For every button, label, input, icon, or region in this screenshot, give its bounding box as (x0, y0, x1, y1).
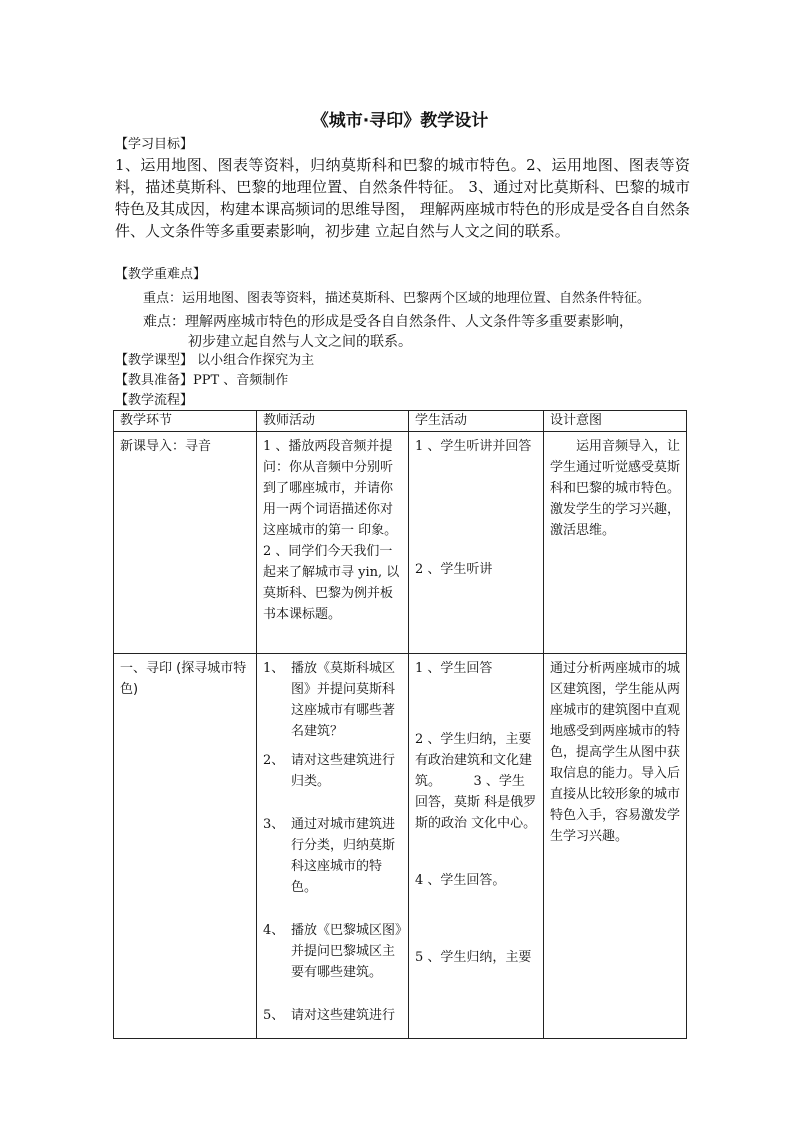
item-text: 请对这些建筑进行归类。 (291, 753, 396, 789)
item-text: 播放《巴黎城区图》并提问巴黎城区主要有哪些建筑。 (291, 923, 402, 980)
list-item (263, 1005, 402, 1026)
item-number: 3、 (263, 817, 285, 832)
table-row (114, 654, 687, 1039)
design-intent-text: 通过分析两座城市的城区建筑图，学生能从两座城市的建筑图中直观地感受到两座城市的特色，提高学生从图中获取信息的能力。导入后直接从比较形象的城市特色入手，容易激发学生学习兴趣。 (550, 661, 681, 844)
design-intent-cell (544, 432, 687, 654)
student-activity-4: 5 、学生归纳，主要 (415, 950, 532, 965)
teaching-process-table (113, 410, 687, 1039)
teaching-aids: 【教具准备】PPT 、音频制作 (115, 373, 289, 388)
list-item (263, 920, 402, 983)
objectives-header: 【学习目标】 (115, 137, 194, 152)
header-teacher: 教师活动 (257, 411, 409, 432)
student-activity-2: 2 、学生归纳，主要有政治建筑和文化建筑。 3 、学生回答，莫斯 科是俄罗斯的政治 文化中心。 (415, 732, 537, 831)
item-number: 1、 (263, 661, 285, 676)
teacher-activity-cell (257, 432, 443, 654)
design-intent-cell (544, 654, 687, 1039)
student-activity-1: 1 、学生听讲并回答 (415, 439, 532, 454)
list-item (263, 814, 402, 898)
item-number: 5、 (263, 1008, 285, 1023)
key-point: 重点：运用地图、图表等资料，描述莫斯科、巴黎两个区域的地理位置、自然条件特征。 (143, 291, 651, 306)
list-item (263, 658, 402, 742)
teacher-activity-list (263, 658, 402, 1026)
document-title: 《城市·寻印》教学设计 (311, 111, 489, 131)
item-text: 播放《莫斯科城区图》并提问莫斯科这座城市有哪些著名建筑？ (291, 661, 396, 739)
difficulty (143, 312, 693, 352)
stage-cell: 新课导入：寻音 (114, 432, 257, 654)
student-activity-3: 4 、学生回答。 (415, 873, 506, 888)
item-text: 通过对城市建筑进行分类，归纳莫斯科这座城市的特色。 (291, 817, 396, 895)
item-number: 2、 (263, 753, 285, 768)
teacher-activity-cell (257, 654, 409, 1039)
header-stage: 教学环节 (114, 411, 257, 432)
stage-cell: 一、寻印 (探寻城市特色) (114, 654, 257, 1039)
key-difficult-header: 【教学重难点】 (115, 267, 207, 282)
student-activity-2: 2 、学生听讲 (415, 562, 493, 577)
process-header: 【教学流程】 (115, 393, 194, 408)
course-type: 【教学课型】 以小组合作探究为主 (115, 353, 315, 368)
objectives-text: 1、运用地图、图表等资料，归纳莫斯科和巴黎的城市特色。2、运用地图、图表等资料，描述莫斯科、巴黎的地理位置、自然条件特征。 3、通过对比莫斯科、巴黎的城市特色及其成因，构建本课高频词的思维导图， 理解两座城市特色的形成是受各自自然条件、人文条件等多重要素影响，初步建 立起自然与人文之间的联系。 (115, 156, 690, 240)
header-intent: 设计意图 (544, 411, 687, 432)
teacher-activity-text: 1 、播放两段音频并提问：你从音频中分别听到了哪座城市，并请你用一两个词语描述你对这座城市的第一 印象。 2 、同学们今天我们一起来了解城市寻 yin, 以 莫斯科、巴黎为例并板 书本课标题。 (263, 439, 443, 622)
item-text: 请对这些建筑进行 (291, 1008, 396, 1023)
item-number: 4、 (263, 923, 285, 938)
table-row (114, 432, 687, 654)
difficulty-line1: 难点：理解两座城市特色的形成是受各自自然条件、人文条件等多重要素影响， (143, 314, 633, 330)
student-activity-1: 1 、学生回答 (415, 661, 493, 676)
student-activity-cell (409, 432, 544, 654)
list-item (263, 750, 402, 792)
table-header-row (114, 411, 687, 432)
design-intent-text: 运用音频导入，让学生通过听觉感受莫斯科和巴黎的城市特色。激发学生的学习兴趣，激活思维。 (550, 439, 681, 538)
header-student: 学生活动 (409, 411, 544, 432)
student-activity-cell (409, 654, 544, 1039)
difficulty-line2: 初步建立起自然与人文之间的联系。 (188, 334, 412, 350)
